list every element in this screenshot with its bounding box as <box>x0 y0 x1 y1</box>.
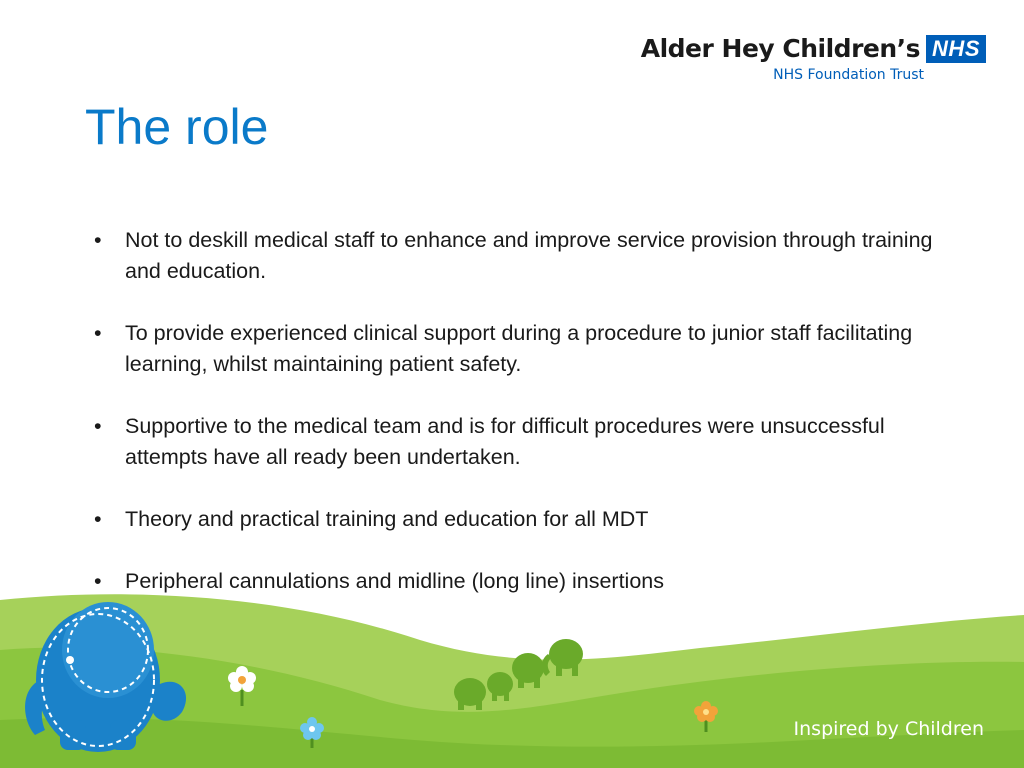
bullet-item: • Supportive to the medical team and is for difficult procedures were unsuccessful attempts have all ready been undertaken. <box>94 411 934 473</box>
bullet-text: Theory and practical training and education for all MDT <box>125 507 649 531</box>
slide-title: The role <box>85 99 269 155</box>
footer-tagline: Inspired by Children <box>793 718 984 740</box>
logo-org-name: Alder Hey Children’s <box>640 34 921 63</box>
logo-sub-name: NHS Foundation Trust <box>773 67 924 83</box>
bullet-text: Supportive to the medical team and is for difficult procedures were unsuccessful attempts have all ready been undertaken. <box>125 414 885 469</box>
bullet-item: • Not to deskill medical staff to enhance and improve service provision through training and education. <box>94 225 934 287</box>
bullet-item: • Theory and practical training and education for all MDT <box>94 504 934 535</box>
bullet-text: To provide experienced clinical support during a procedure to junior staff facilitating learning, whilst maintaining patient safety. <box>125 321 913 376</box>
bullet-text: Not to deskill medical staff to enhance and improve service provision through training and education. <box>125 228 933 283</box>
nhs-badge: NHS <box>926 35 986 63</box>
bullet-text: Peripheral cannulations and midline (long line) insertions <box>125 569 665 593</box>
bullet-item: • To provide experienced clinical support during a procedure to junior staff facilitating learning, whilst maintaining patient safety. <box>94 318 934 380</box>
bullet-item: • Peripheral cannulations and midline (long line) insertions <box>94 566 934 597</box>
